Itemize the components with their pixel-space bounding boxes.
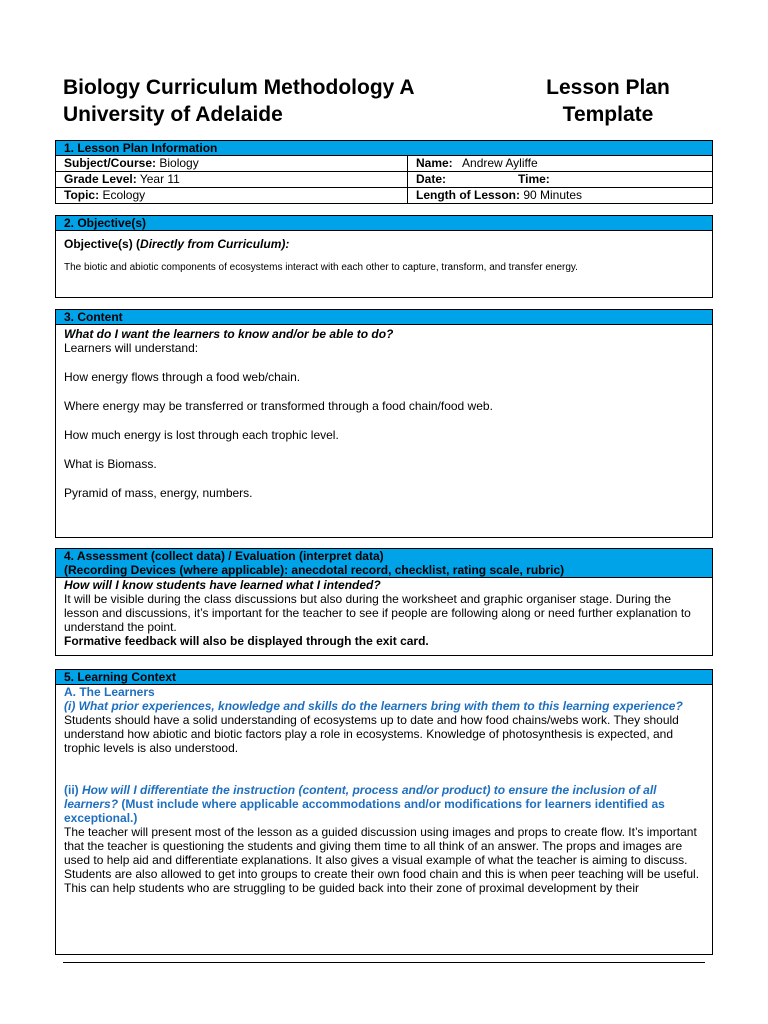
section-learning-context <box>55 669 713 955</box>
differentiation-question: (ii) How will I differentiate the instruction (content, process and/or product) to ensure the inclusion of all learners? (Must include where applicable accommodations and/or modifications for learners identified as exceptional.) <box>64 783 665 825</box>
lesson-info-table <box>56 156 712 203</box>
section-assessment <box>55 548 713 656</box>
course-title-line1: Biology Curriculum Methodology A <box>63 76 415 99</box>
prior-knowledge-question: (i) What prior experiences, knowledge and skills do the learners bring with them to this learning experience? <box>64 699 683 713</box>
objectives-text: The biotic and abiotic components of ecosystems interact with each other to capture, transform, and transfer energy. <box>64 262 578 273</box>
assessment-body <box>56 578 712 648</box>
content-line: Learners will understand: <box>64 341 199 355</box>
time-label: Time: <box>518 172 550 186</box>
length-value: 90 Minutes <box>520 188 583 202</box>
section-header: 1. Lesson Plan Information <box>56 141 712 156</box>
content-line: How much energy is lost through each trophic level. <box>64 428 339 442</box>
assessment-header-line2: (Recording Devices (where applicable): anecdotal record, checklist, rating scale, rubric) <box>64 563 565 577</box>
content-line: What is Biomass. <box>64 457 157 471</box>
date-time-cell <box>408 172 713 188</box>
assessment-header-line1: 4. Assessment (collect data) / Evaluation (interpret data) <box>64 549 384 563</box>
document-type-line2: Template <box>562 103 654 126</box>
document-type-line1: Lesson Plan <box>546 76 670 99</box>
subject-value: Biology <box>156 156 199 170</box>
grade-value: Year 11 <box>136 172 180 186</box>
objectives-label: Objective(s) (Directly from Curriculum): <box>64 237 290 251</box>
topic-label: Topic: <box>64 188 100 202</box>
document-type <box>503 74 713 128</box>
content-line: How energy flows through a food web/chain. <box>64 370 301 384</box>
footer-rule <box>63 962 705 963</box>
content-line: Pyramid of mass, energy, numbers. <box>64 486 253 500</box>
name-value: Andrew Ayliffe <box>452 156 538 170</box>
section-header: 5. Learning Context <box>56 670 712 685</box>
prior-knowledge-answer: Students should have a solid understanding of ecosystems up to date and how food chains/webs work. They should understand how abiotic and biotic factors play a role in ecosystems. Knowledge of photosynthesis is expected, and trophic levels is also understood. <box>64 713 679 755</box>
section-content <box>55 309 713 538</box>
content-body <box>56 325 712 500</box>
learning-context-body <box>56 685 712 895</box>
content-line: Where energy may be transferred or transformed through a food chain/food web. <box>64 399 493 413</box>
assessment-bold-text: Formative feedback will also be displayed through the exit card. <box>64 634 429 648</box>
section-header <box>56 549 712 578</box>
name-cell <box>408 156 713 172</box>
topic-cell <box>56 188 408 204</box>
section-header: 3. Content <box>56 310 712 325</box>
assessment-question: How will I know students have learned what I intended? <box>64 578 381 592</box>
subject-label: Subject/Course: <box>64 156 157 170</box>
table-row <box>56 188 712 204</box>
grade-cell <box>56 172 408 188</box>
topic-value: Ecology <box>99 188 146 202</box>
subject-cell <box>56 156 408 172</box>
differentiation-answer-p1: The teacher will present most of the lesson as a guided discussion using images and props to create flow. It’s important that the teacher is questioning the students and giving them time to all think of an answer. The props and images are used to help aid and differentiate explanations. It also gives a visual example of what the teacher is aiming to discuss. <box>64 825 697 867</box>
course-title <box>63 74 415 128</box>
grade-label: Grade Level: <box>64 172 137 186</box>
objectives-body <box>56 231 712 274</box>
table-row <box>56 172 712 188</box>
table-row <box>56 156 712 172</box>
date-label: Date: <box>416 172 447 186</box>
differentiation-answer-p2: Students are also allowed to get into groups to create their own food chain and this is when peer teaching will be useful. This can help students who are struggling to be guided back into their zone of proximal development by their <box>64 867 700 895</box>
length-label: Length of Lesson: <box>416 188 520 202</box>
content-question: What do I want the learners to know and/or be able to do? <box>64 327 394 341</box>
assessment-text: It will be visible during the class discussions but also during the worksheet and graphic organiser stage. During the lesson and discussions, it’s important for the teacher to see if people are following along or need further explanation to understand the point. <box>64 592 691 634</box>
section-header: 2. Objective(s) <box>56 216 712 231</box>
course-title-line2: University of Adelaide <box>63 103 283 126</box>
name-label: Name: <box>416 156 453 170</box>
learners-subheading: A. The Learners <box>64 685 155 699</box>
section-lesson-plan-information <box>55 140 713 204</box>
length-cell <box>408 188 713 204</box>
section-objectives <box>55 215 713 298</box>
